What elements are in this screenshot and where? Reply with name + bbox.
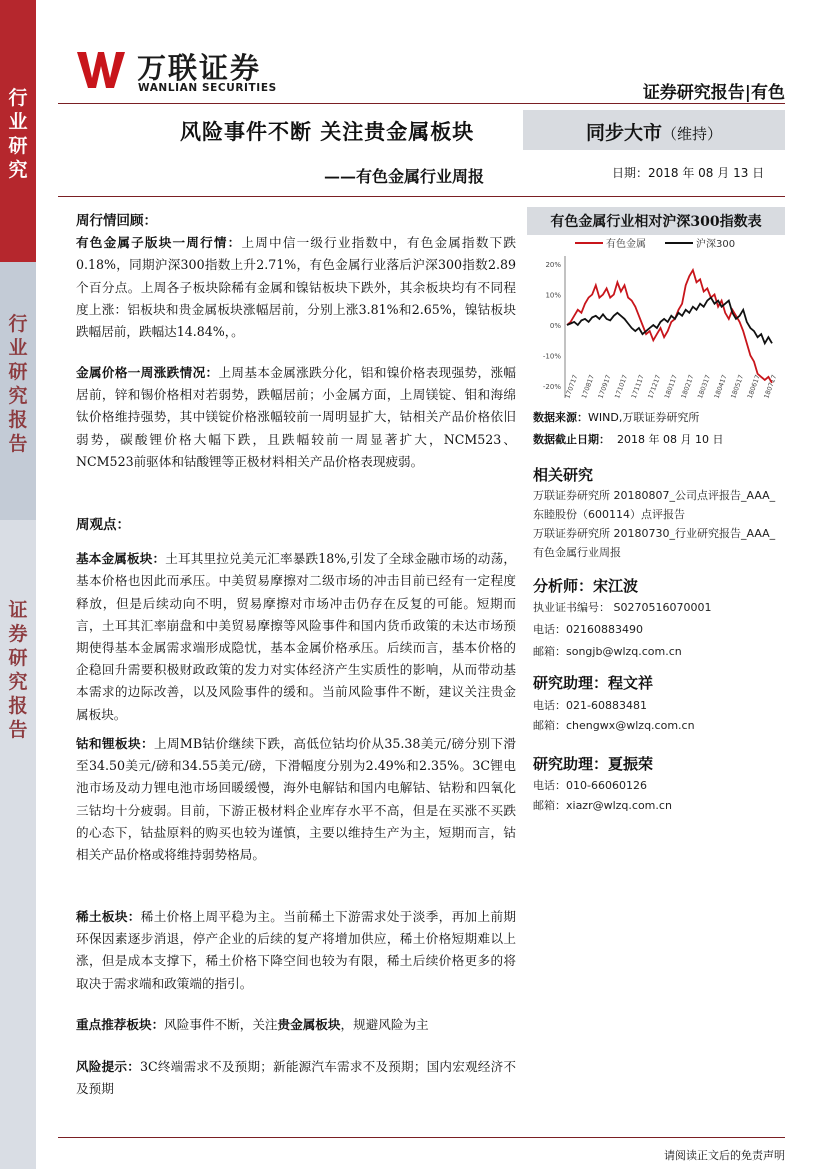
x-tick-label: 180517 xyxy=(729,373,746,400)
x-tick-label: 180717 xyxy=(762,373,779,400)
analyst-email[interactable]: 邮箱：songjb@wlzq.com.cn xyxy=(533,645,682,658)
assistant1-phone: 电话：021-60883481 xyxy=(533,699,647,712)
sidebar-char: 研 xyxy=(8,361,28,383)
paragraph-text: 3C终端需求不及预期；新能源汽车需求不及预期；国内宏观经济不及预期 xyxy=(76,1059,517,1097)
paragraph-text: 上周MB钴价继续下跌，高低位钴均价从35.38美元/磅分别下滑至34.50美元/磅和34.55美元/磅，下滑幅度分别为2.49%和2.35%。3C锂电池市场及动力锂电池市场回暖缓慢，海外电解钴和国内电解钴、钴粉和四氧化三钴均十分疲弱。目前，下游正极材料企业库存水平不高，但是在买涨不买跌的心态下，钴盐原料的购买也较为谨慎，主要以维持生产为主，短期而言，钴相关产品价格或将维持弱势格局。 xyxy=(76,736,516,863)
y-tick-labels xyxy=(543,261,561,391)
x-tick-label: 180617 xyxy=(745,373,762,400)
analyst-license: 执业证书编号： S0270516070001 xyxy=(533,601,712,614)
sidebar-band-bottom xyxy=(0,520,36,1169)
series-line-csi300 xyxy=(567,298,772,344)
sidebar-char: 业 xyxy=(8,337,28,359)
x-tick-label: 170917 xyxy=(596,373,613,400)
legend-label-nonferrous: 有色金属 xyxy=(606,239,646,250)
paragraph-lead: 钴和锂板块： xyxy=(76,736,154,751)
x-tick-label: 170717 xyxy=(563,373,580,400)
assistant1-heading: 研究助理：程文祥 xyxy=(533,674,654,692)
y-tick-label: 10% xyxy=(545,291,561,300)
chart-cutoff xyxy=(533,431,723,447)
logo-english-name: WANLIAN SECURITIES xyxy=(138,82,277,94)
risk-paragraph xyxy=(76,1056,516,1100)
analyst-phone: 电话：02160883490 xyxy=(533,623,643,636)
disclaimer-note[interactable]: 请阅读正文后的免责声明 xyxy=(664,1149,785,1162)
views-heading: 周观点： xyxy=(76,517,130,533)
assistant2-heading: 研究助理：夏振荣 xyxy=(533,755,654,773)
sector-performance-paragraph xyxy=(76,232,516,343)
logo-company-name: 万联证券 xyxy=(137,51,262,85)
sidebar-label-securities-report xyxy=(0,598,36,742)
rating-box xyxy=(523,110,785,150)
risk-section xyxy=(76,1056,516,1100)
cobalt-lithium-section xyxy=(76,733,516,866)
x-tick-label: 180217 xyxy=(679,373,696,400)
x-tick-label: 180317 xyxy=(696,373,713,400)
paragraph-text: ，规避风险为主 xyxy=(340,1017,429,1032)
metal-price-section xyxy=(76,362,516,473)
sidebar-char: 研 xyxy=(8,647,28,669)
x-tick-label: 171217 xyxy=(646,373,663,400)
chart-legend xyxy=(575,237,735,250)
relative-performance-chart xyxy=(527,236,785,402)
recommended-section xyxy=(76,1014,516,1036)
paragraph-lead: 重点推荐板块： xyxy=(76,1017,165,1032)
paragraph-lead: 金属价格一周涨跌情况： xyxy=(76,365,219,380)
review-heading: 周行情回顾： xyxy=(76,213,157,229)
y-tick-label: -10% xyxy=(542,352,561,361)
document-type-label: 证券研究报告|有色 xyxy=(642,83,785,103)
cutoff-value: 2018 年 08 月 10 日 xyxy=(617,433,724,446)
weekly-views-section xyxy=(76,514,516,726)
series-line-nonferrous xyxy=(567,270,772,383)
related-research-line[interactable]: 万联证券研究所 20180730_行业研究报告_AAA_ xyxy=(533,527,776,540)
sidebar-char: 报 xyxy=(8,409,28,431)
cobalt-lithium-paragraph xyxy=(76,733,516,866)
recommended-paragraph xyxy=(76,1014,516,1036)
paragraph-text: 上周基本金属涨跌分化，铝和镍价格表现强势，涨幅居前，锌和锡价格相对若弱势，跌幅居前；小金属方面，上周镁锭、钼和海绵钛价格维持强势，其中镁锭价格涨幅较前一周明显扩大，钴相关产品价格依旧弱势，碳酸锂价格大幅下跌，且跌幅较前一周显著扩大，NCM523、NCM523前驱体和钴酸锂等正极材料相关产品价格表现疲弱。 xyxy=(76,365,517,469)
footer-divider xyxy=(58,1137,785,1138)
x-tick-label: 171017 xyxy=(613,373,630,400)
paragraph-lead: 风险提示： xyxy=(76,1059,140,1074)
report-subtitle: ——有色金属行业周报 xyxy=(324,167,485,186)
legend-label-csi300: 沪深300 xyxy=(696,239,736,250)
rating-value: 同步大市 xyxy=(585,122,662,144)
rating-label xyxy=(523,118,785,145)
sidebar-char: 告 xyxy=(8,719,28,741)
y-tick-label: -20% xyxy=(542,383,561,391)
paragraph-text: 土耳其里拉兑美元汇率暴跌18%,引发了全球金融市场的动荡，基本价格也因此而承压。中美贸易摩擦对二级市场的冲击目前已经有一定程度释放，但是后续动向不明，贸易摩擦对市场冲击仍存在反复的可能。短期而言，土耳其汇率崩盘和中美贸易摩擦等风险事件和国内货币政策的未达市场预期使得基本金属需求端形成隐忧，基本金属价格承压。后续而言，基本价格的企稳回升需要积极财政政策的发力对实体经济产生实质性的影响，从而带动基本需求的边际改善，以及风险事件的缓和。当前风险事件不断，建议关注贵金属板块。 xyxy=(76,551,516,722)
x-tick-label: 170817 xyxy=(579,373,596,400)
assistant2-email[interactable]: 邮箱：xiazr@wlzq.com.cn xyxy=(533,799,672,812)
report-date: 日期：2018 年 08 月 13 日 xyxy=(612,166,765,180)
sidebar-char: 究 xyxy=(8,159,28,181)
sidebar-char: 行 xyxy=(8,313,28,335)
related-research-line[interactable]: 有色金属行业周报 xyxy=(533,546,621,559)
paragraph-emphasis: 贵金属板块 xyxy=(277,1017,341,1032)
x-tick-label: 180417 xyxy=(712,373,729,400)
source-value: WIND,万联证券研究所 xyxy=(588,411,700,424)
assistant1-email[interactable]: 邮箱：chengwx@wlzq.com.cn xyxy=(533,719,695,732)
related-research-heading: 相关研究 xyxy=(533,466,594,484)
paragraph-text: 上周中信一级行业指数中，有色金属指数下跌0.18%，同期沪深300指数上升2.71%，有色金属行业落后沪深300指数2.89个百分点。上周各子板块除稀有金属和镍钴板块下跌外，其余板块均有不同程度上涨：铝板块和贵金属板块涨幅居前，分别上涨3.81%和2.65%，镍钴板块跌幅居前，跌幅达14.84%，。 xyxy=(76,235,517,340)
sidebar-char: 告 xyxy=(8,433,28,455)
sidebar-band-middle xyxy=(0,262,36,520)
report-title: 风险事件不断 关注贵金属板块 xyxy=(180,119,475,144)
sidebar-label-industry-research xyxy=(0,86,36,182)
analyst-heading: 分析师：宋江波 xyxy=(533,577,639,595)
cutoff-label: 数据截止日期： xyxy=(533,433,610,446)
chart-title-box xyxy=(527,207,785,235)
metal-price-paragraph xyxy=(76,362,516,473)
sidebar-char: 行 xyxy=(8,87,28,109)
sidebar-char: 报 xyxy=(8,695,28,717)
chart-source xyxy=(533,409,699,425)
title-divider xyxy=(58,196,785,197)
sidebar-char: 研 xyxy=(8,135,28,157)
sidebar-band-top xyxy=(0,0,36,262)
related-research-line[interactable]: 万联证券研究所 20180807_公司点评报告_AAA_ xyxy=(533,489,776,502)
y-tick-label: 0% xyxy=(549,322,561,330)
sidebar-char: 证 xyxy=(8,599,28,621)
chart-title: 有色金属行业相对沪深300指数表 xyxy=(550,214,762,230)
rare-earth-section xyxy=(76,906,516,995)
assistant2-phone: 电话：010-66060126 xyxy=(533,779,647,792)
sidebar-char: 券 xyxy=(8,623,28,645)
rare-earth-paragraph xyxy=(76,906,516,995)
series-lines xyxy=(567,270,772,383)
x-tick-labels xyxy=(563,374,778,400)
y-tick-label: 20% xyxy=(545,261,561,269)
base-metal-paragraph xyxy=(76,548,516,726)
paragraph-lead: 有色金属子版块一周行情： xyxy=(76,235,242,251)
x-tick-label: 171117 xyxy=(629,373,646,400)
paragraph-lead: 稀土板块： xyxy=(76,909,141,924)
related-research-line[interactable]: 东睦股份（600114）点评报告 xyxy=(533,508,685,521)
x-tick-label: 180117 xyxy=(662,373,679,400)
paragraph-text: 稀土价格上周平稳为主。当前稀土下游需求处于淡季，再加上前期环保因素逐步消退，停产企业的后续的复产将增加供应，稀土价格短期难以上涨，但是成本支撑下，稀土价格下降空间也较为有限，稀土后续价格更多的将取决于需求端和政策端的指引。 xyxy=(76,909,517,991)
sidebar-char: 业 xyxy=(8,111,28,133)
paragraph-lead: 基本金属板块： xyxy=(76,551,166,567)
wanlian-logo-icon xyxy=(77,50,125,90)
sidebar-label-industry-report xyxy=(0,312,36,456)
sidebar-char: 究 xyxy=(8,385,28,407)
rating-maintain: （维持） xyxy=(662,125,723,143)
weekly-review-section xyxy=(76,210,516,343)
header-divider xyxy=(58,103,785,104)
paragraph-text: 风险事件不断，关注 xyxy=(164,1017,278,1032)
source-label: 数据来源： xyxy=(533,411,588,424)
sidebar-char: 究 xyxy=(8,671,28,693)
